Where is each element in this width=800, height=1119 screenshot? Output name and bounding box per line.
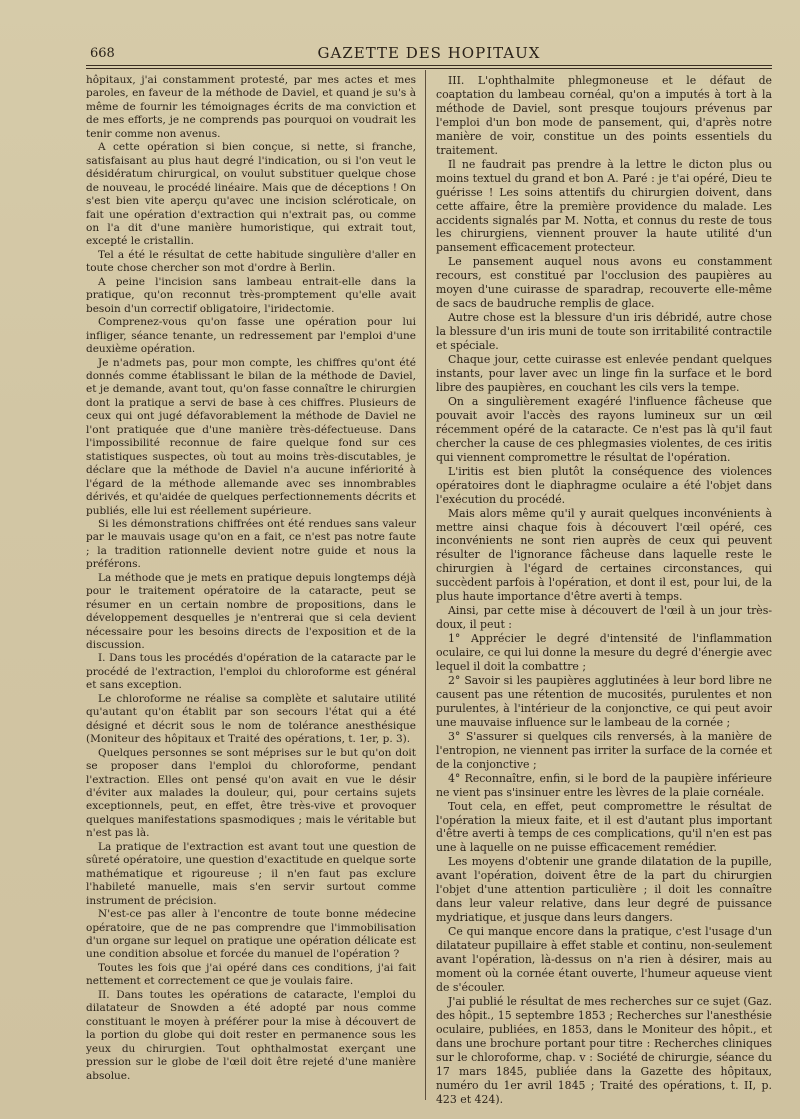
paragraph: A cette opération si bien conçue, si nette, si franche, satisfaisant au plus haut degré l'indication, ou si l'on veut le désidératum chirurgical, on voulut substituer quelque chose de nouveau, le procédé linéaire. Mais que de déceptions ! On s'est bien vite aperçu qu'avec une incision scléroticale, on fait une opération d'extraction qui n'extrait pas, ou comme on l'a dit d'une manière humoristique, qui extrait tout, excepté le cristallin. (86, 141, 416, 248)
paragraph: Comprenez-vous qu'on fasse une opération pour lui infliger, séance tenante, un redressement par l'emploi d'une deuxième opération. (86, 316, 416, 356)
paragraph: 4° Reconnaître, enfin, si le bord de la paupière inférieure ne vient pas s'insinuer entre les lèvres de la plaie cornéale. (436, 771, 772, 799)
paragraph: Je n'admets pas, pour mon compte, les chiffres qu'ont été donnés comme établissant le bilan de la méthode de Daviel, et je demande, avant tout, qu'on fasse connaître le chirurgien dont la pratique a servi de base à ces chiffres. Plusieurs de ceux qui ont jugé défavorablement la méthode de Daviel ne l'ont pratiquée que d'une manière très-défectueuse. Dans l'impossibilité reconnue de faire quelque fond sur ces statistiques suspectes, où tout au moins très-discutables, je déclare que la méthode de Daviel n'a aucune infériorité à l'égard de la méthode allemande avec ses innombrables dérivés, et qu'aidée de quelques perfectionnements décrits et publiés, elle lui est réellement supérieure. (86, 356, 416, 517)
paragraph: 1° Apprécier le degré d'intensité de l'inflammation oculaire, ce qui lui donne la mesure du degré d'énergie avec lequel il doit la combattre ; (436, 632, 772, 674)
paragraph: II. Dans toutes les opérations de cataracte, l'emploi du dilatateur de Snowden a été adopté par nous comme constituant le moyen à préférer pour la mise à découvert de la portion du globe qui doit rester en permanence sous les yeux du chirurgien. Tout ophthalmostat exerçant une pression sur le globe de l'œil doit être rejeté d'une manière absolue. (86, 988, 416, 1082)
paragraph: hôpitaux, j'ai constamment protesté, par mes actes et mes paroles, en faveur de la méthode de Daviel, et quand je su's à même de fournir les témoignages écrits de ma conviction et de mes efforts, je ne comprends pas pourquoi on voudrait les tenir comme non avenus. (86, 74, 416, 140)
column-divider (425, 70, 426, 1100)
paragraph: Chaque jour, cette cuirasse est enlevée pendant quelques instants, pour laver avec un linge fin la surface et le bord libre des paupières, en couchant les cils vers la tempe. (436, 353, 772, 394)
paragraph: Mais alors même qu'il y aurait quelques inconvénients à mettre ainsi chaque fois à découvert l'œil opéré, ces inconvénients ne sont rien auprès de ceux qui peuvent résulter de l'ignorance fâcheuse dans laquelle reste le chirurgien à l'égard de certaines circonstances, qui succèdent parfois à l'opération, et dont il est, pour lui, de la plus haute importance d'être averti à temps. (436, 506, 772, 604)
paragraph: Le chloroforme ne réalise sa complète et salutaire utilité qu'autant qu'on établit par son secours l'état qui a été désigné et décrit sous le nom de tolérance anesthésique (Moniteur des hôpitaux et Traité des opérations, t. 1er, p. 3). (86, 692, 416, 746)
paragraph: L'iritis est bien plutôt la conséquence des violences opératoires dont le diaphragme oculaire a été l'objet dans l'exécution du procédé. (436, 464, 772, 506)
paragraph: III. L'ophthalmite phlegmoneuse et le défaut de coaptation du lambeau cornéal, qu'on a imputés à tort à la méthode de Daviel, sont presque toujours prévenus par l'emploi d'un bon mode de pansement, qui, d'après notre manière de voir, constitue un des points essentiels du traitement. (436, 74, 772, 157)
paragraph: Il ne faudrait pas prendre à la lettre le dicton plus ou moins textuel du grand et bon A. Paré : je t'ai opéré, Dieu te guérisse ! Les soins attentifs du chirurgien doivent, dans cette affaire, être la première providence du malade. Les accidents signalés par M. Notta, et connus du reste de tous les chirurgiens, viennent prouver la haute utilité d'un pansement efficacement protecteur. (436, 157, 772, 255)
paragraph: On a singulièrement exagéré l'influence fâcheuse que pouvait avoir l'accès des rayons lumineux sur un œil récemment opéré de la cataracte. Ce n'est pas là qu'il faut chercher la cause de ces phlegmasies violentes, de ces iritis qui viennent compromettre le résultat de l'opération. (436, 394, 772, 464)
right-column (436, 74, 772, 1107)
paragraph: La pratique de l'extraction est avant tout une question de sûreté opératoire, une question d'exactitude en quelque sorte mathématique et rigoureuse ; il n'en faut pas exclure l'habileté manuelle, mais s'en servir surtout comme instrument de précision. (86, 840, 416, 907)
paragraph: Les moyens d'obtenir une grande dilatation de la pupille, avant l'opération, doivent être de la part du chirurgien l'objet d'une attention particulière ; il doit les connaître dans leur valeur relative, dans leur degré de puissance mydriatique, et jusque dans leurs dangers. (436, 855, 772, 925)
paragraph: Quelques personnes se sont méprises sur le but qu'on doit se proposer dans l'emploi du chloroforme, pendant l'extraction. Elles ont pensé qu'on avait en vue le désir d'éviter aux malades la douleur, qui, pour certains sujets exceptionnels, peut, en effet, être très-vive et provoquer quelques manifestations spasmodiques ; mais le véritable but n'est pas là. (86, 746, 416, 840)
paragraph: Ainsi, par cette mise à découvert de l'œil à un jour très-doux, il peut : (436, 604, 772, 632)
paragraph: J'ai publié le résultat de mes recherches sur ce sujet (Gaz. des hôpit., 15 septembre 1853 ; Recherches sur l'anesthésie oculaire, publiées, en 1853, dans le Moniteur des hôpit., et dans une brochure portant pour titre : Recherches cliniques sur le chloroforme, chap. v : Société de chirurgie, séance du 17 mars 1845, publiée dans la Gazette des hôpitaux, numéro du 1er avril 1845 ; Traité des opérations, t. II, p. 423 et 424). (436, 994, 772, 1106)
paragraph: 2° Savoir si les paupières agglutinées à leur bord libre ne causent pas une rétention de mucosités, purulentes et non purulentes, à l'intérieur de la conjonctive, ce qui peut avoir une mauvaise influence sur le lambeau de la cornée ; (436, 673, 772, 729)
paragraph: Tout cela, en effet, peut compromettre le résultat de l'opération la mieux faite, et il est d'autant plus important d'être averti à temps de ces complications, qu'il n'en est pas une à laquelle on ne puisse efficacement remédier. (436, 799, 772, 855)
left-column (86, 74, 416, 1083)
paragraph: Si les démonstrations chiffrées ont été rendues sans valeur par le mauvais usage qu'on en a fait, ce n'est pas notre faute ; la tradition rationnelle devient notre guide et nous la préférons. (86, 517, 416, 571)
page-number: 668 (90, 46, 115, 61)
header-rule-bottom (86, 68, 772, 69)
paragraph: Le pansement auquel nous avons eu constamment recours, est constitué par l'occlusion des paupières au moyen d'une cuirasse de sparadrap, recouverte elle-même de sacs de baudruche remplis de glace. (436, 255, 772, 311)
header-rule-top (86, 65, 772, 66)
paragraph: Toutes les fois que j'ai opéré dans ces conditions, j'ai fait nettement et correctement ce que je voulais faire. (86, 961, 416, 988)
journal-title: GAZETTE DES HOPITAUX (317, 44, 541, 62)
paragraph: 3° S'assurer si quelques cils renversés, à la manière de l'entropion, ne viennent pas irriter la surface de la cornée et de la conjonctive ; (436, 729, 772, 771)
paragraph: Ce qui manque encore dans la pratique, c'est l'usage d'un dilatateur pupillaire à effet stable et continu, non-seulement avant l'opération, là-dessus on n'a rien à désirer, mais au moment où la cornée étant ouverte, l'humeur aqueuse vient de s'écouler. (436, 925, 772, 994)
paragraph: Tel a été le résultat de cette habitude singulière d'aller en toute chose chercher son mot d'ordre à Berlin. (86, 248, 416, 275)
paragraph: La méthode que je mets en pratique depuis longtemps déjà pour le traitement opératoire de la cataracte, peut se résumer en un certain nombre de propositions, dans le développement desquelles je n'entrerai que si cela devient nécessaire pour les besoins directs de l'exposition et de la discussion. (86, 571, 416, 652)
paragraph: Autre chose est la blessure d'un iris débridé, autre chose la blessure d'un iris muni de toute son irritabilité contractile et spéciale. (436, 311, 772, 353)
page-header (86, 44, 772, 66)
paragraph: N'est-ce pas aller à l'encontre de toute bonne médecine opératoire, que de ne pas comprendre que l'immobilisation d'un organe sur lequel on pratique une opération délicate est une condition absolue et forcée du manuel de l'opération ? (86, 908, 416, 961)
paragraph: I. Dans tous les procédés d'opération de la cataracte par le procédé de l'extraction, l'emploi du chloroforme est général et sans exception. (86, 652, 416, 692)
paragraph: A peine l'incision sans lambeau entrait-elle dans la pratique, qu'on reconnut très-promptement qu'elle avait besoin d'un correctif obligatoire, l'iridectomie. (86, 275, 416, 315)
